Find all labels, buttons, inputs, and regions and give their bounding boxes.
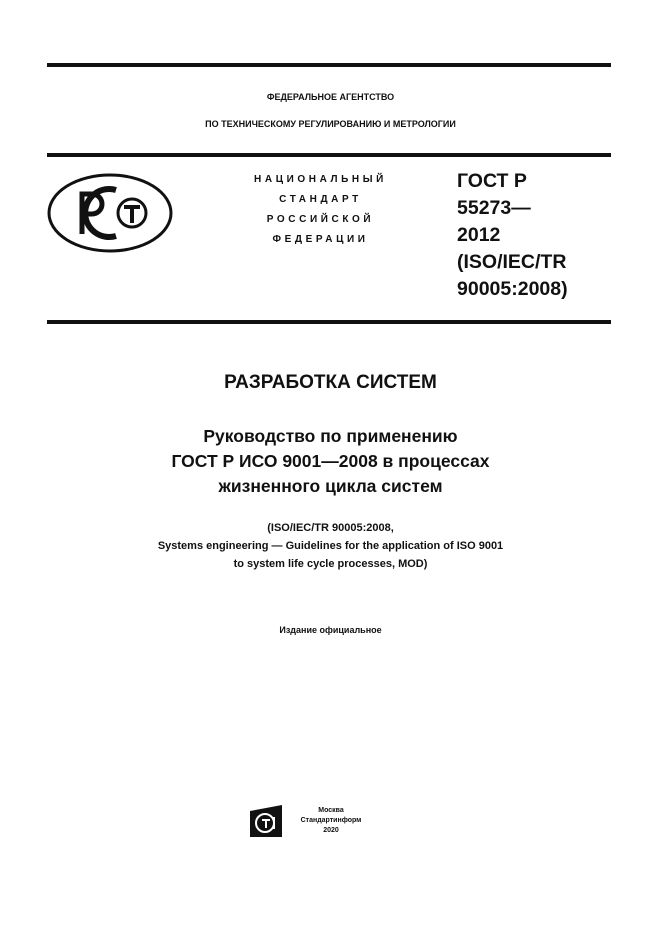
subtitle-line: ГОСТ Р ИСО 9001—2008 в процессах — [171, 451, 490, 471]
designation-line: 2012 — [457, 224, 501, 246]
publisher-city: Москва — [318, 807, 344, 814]
original-line: Systems engineering — Guidelines for the application of ISO 9001 — [157, 540, 504, 552]
document-subtitle — [0, 424, 661, 499]
original-line: to system life cycle processes, MOD) — [233, 558, 428, 570]
gost-logo-icon — [46, 172, 174, 254]
standard-type-line: СТАНДАРТ — [279, 194, 362, 205]
top-rule — [47, 63, 611, 67]
designation-line: 90005:2008) — [457, 278, 568, 300]
subtitle-line: Руководство по применению — [203, 426, 458, 446]
document-title: РАЗРАБОТКА СИСТЕМ — [224, 372, 437, 393]
original-standard — [0, 519, 661, 573]
original-line: (ISO/IEC/TR 90005:2008, — [267, 522, 394, 534]
publisher-info — [296, 806, 366, 836]
agency-line-2: ПО ТЕХНИЧЕСКОМУ РЕГУЛИРОВАНИЮ И МЕТРОЛОГИИ — [205, 119, 456, 129]
standard-type-line: НАЦИОНАЛЬНЫЙ — [254, 174, 387, 185]
designation-line: ГОСТ Р — [457, 170, 527, 192]
designation-line: (ISO/IEC/TR — [457, 251, 567, 273]
standard-type — [228, 170, 413, 250]
subtitle-line: жизненного цикла систем — [218, 476, 443, 496]
standard-type-line: РОССИЙСКОЙ — [266, 214, 375, 225]
designation-line: 55273— — [457, 197, 531, 219]
publisher-logo-icon — [248, 803, 284, 839]
publisher-year: 2020 — [323, 827, 339, 834]
section-rule — [47, 320, 611, 324]
agency-line-1: ФЕДЕРАЛЬНОЕ АГЕНТСТВО — [266, 92, 395, 102]
publisher-name: Стандартинформ — [300, 817, 362, 824]
designation — [457, 168, 568, 303]
edition-label: Издание официальное — [279, 625, 382, 635]
standard-type-line: ФЕДЕРАЦИИ — [272, 234, 369, 245]
header-rule — [47, 153, 611, 157]
